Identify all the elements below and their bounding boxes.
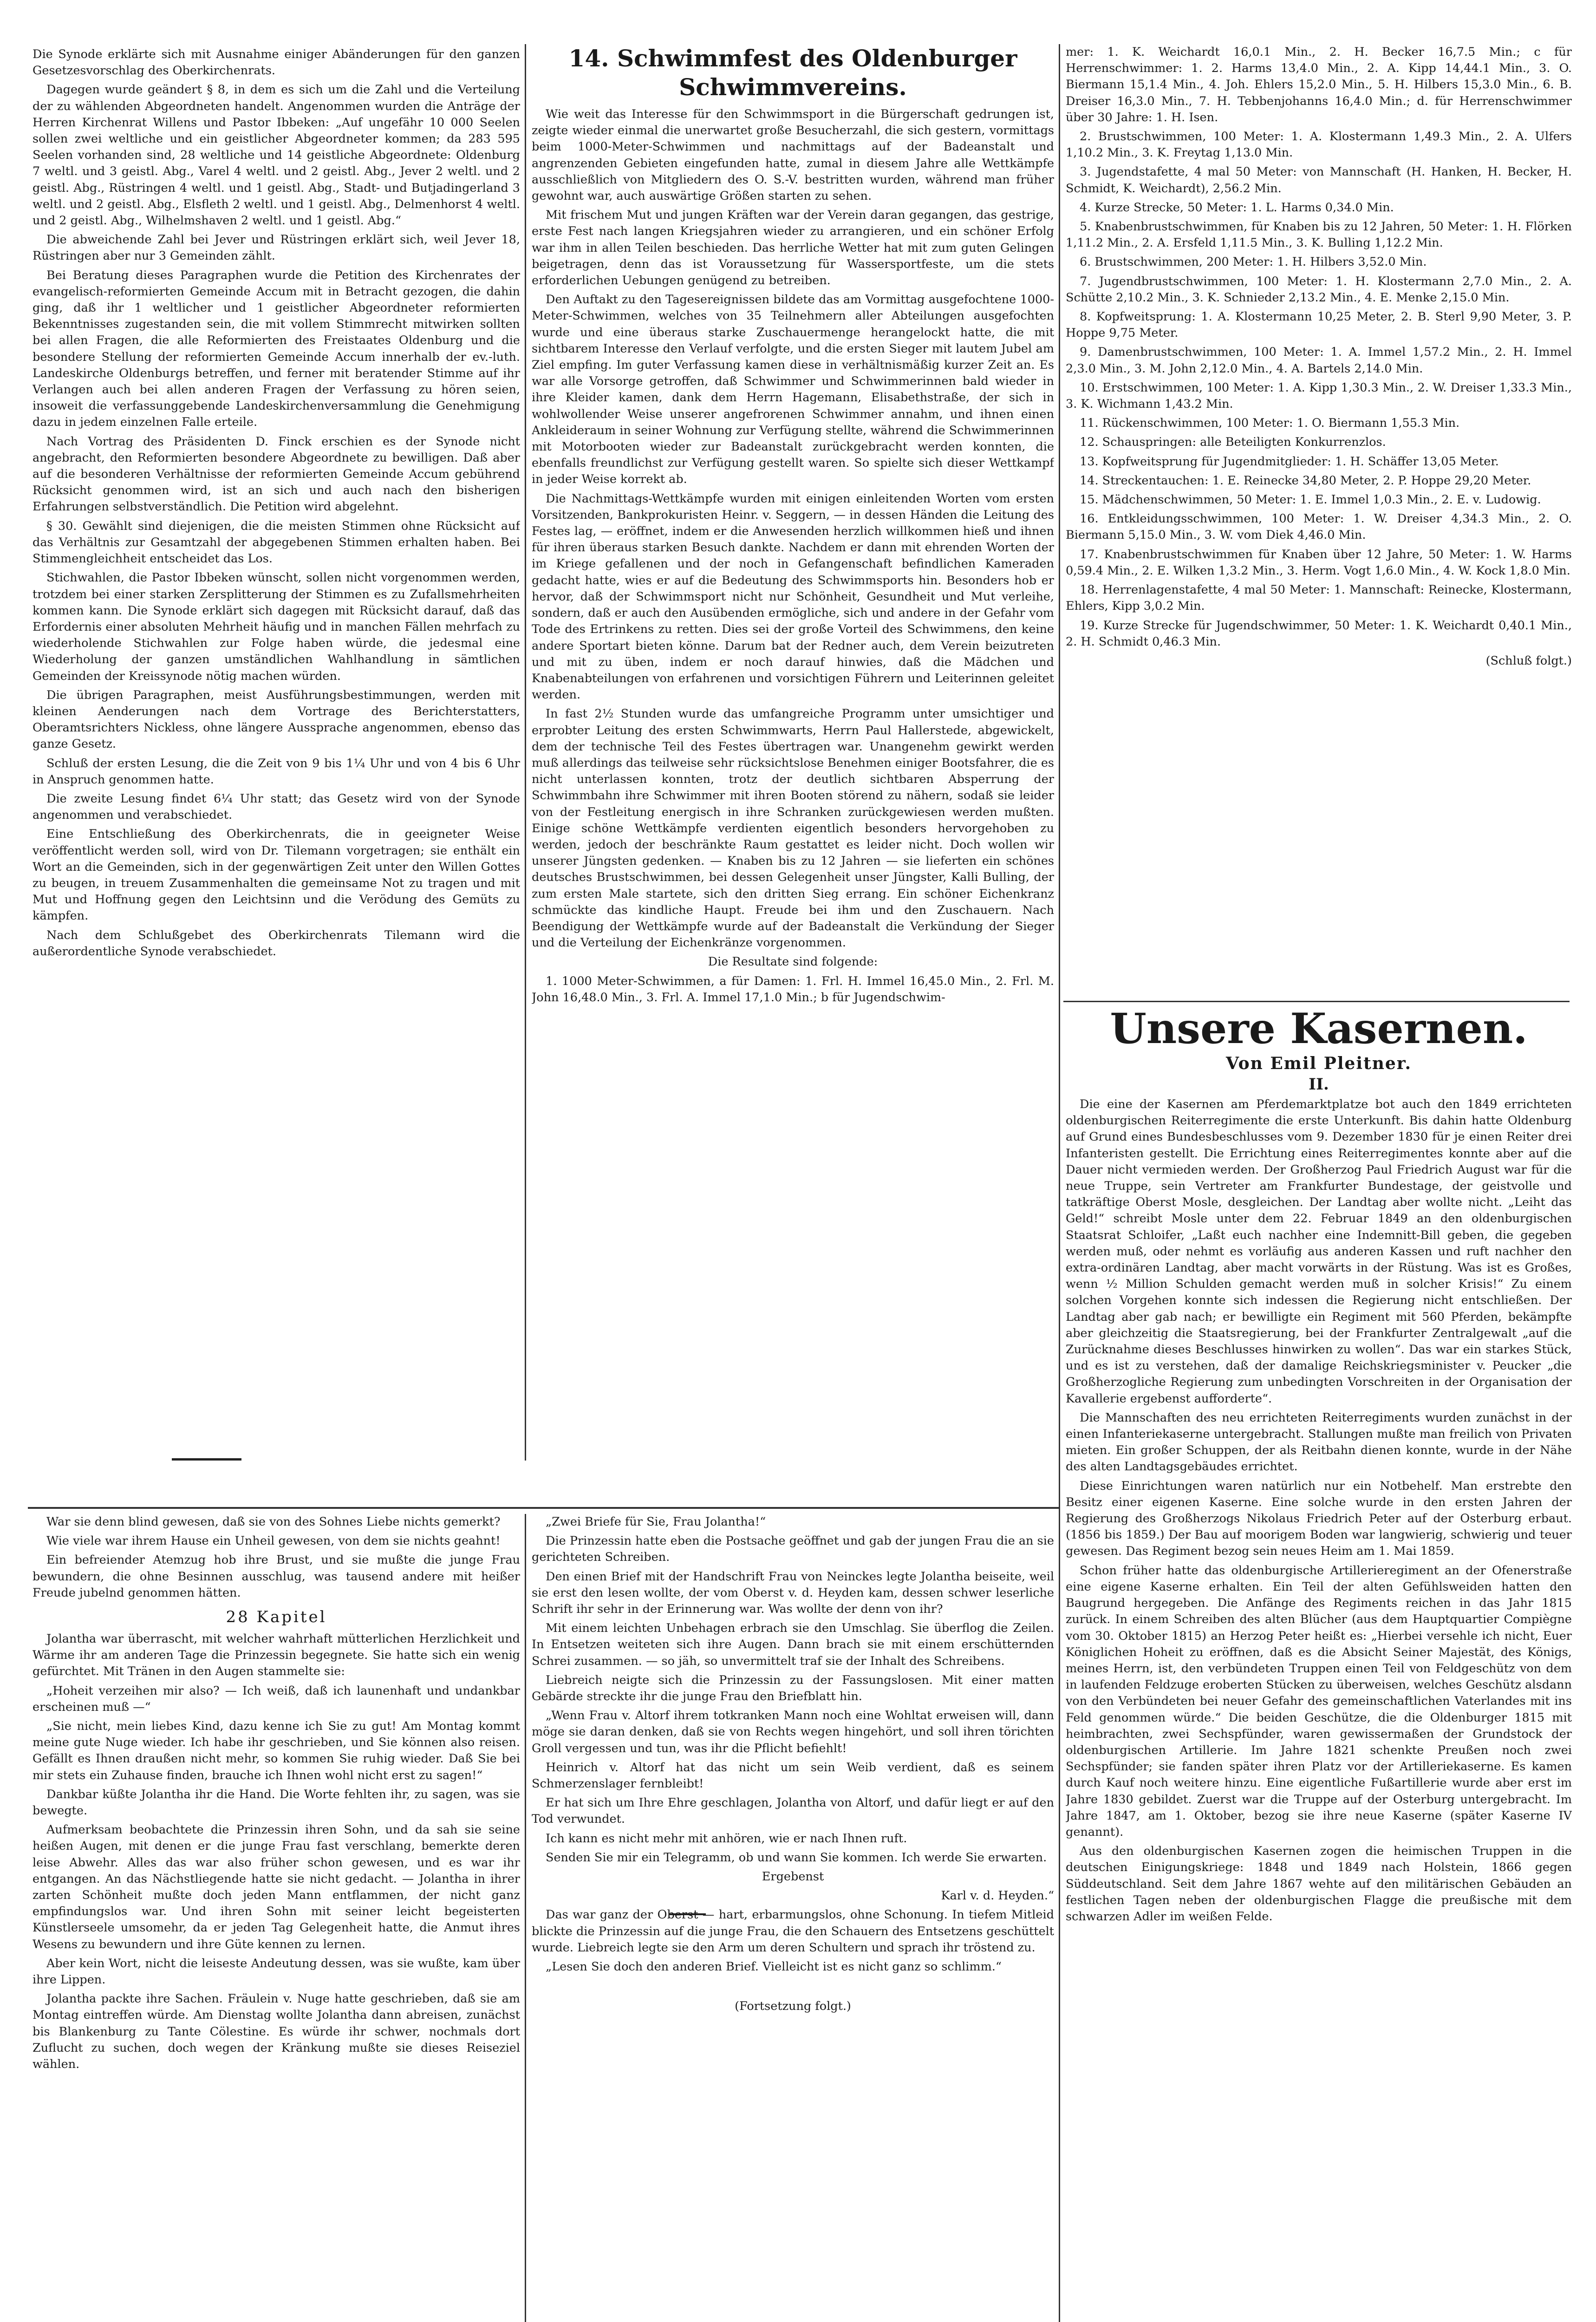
letter-paragraph: Er hat sich um Ihre Ehre geschlagen, Jolantha von Altorf, und dafür liegt er auf den Tod verwundet.: [532, 1796, 1054, 1826]
novel-paragraph: „Sie nicht, mein liebes Kind, dazu kenne ich Sie zu gut! Am Montag kommt meine gute Nuge wieder. Ich habe ihr geschrieben, und Sie können also reisen. Gefällt es Ihnen draußen nicht mehr, so kommen Sie ruhig wieder. Daß Sie bei mir stets ein Zuhause finden, brauche ich Ihnen wohl nicht erst zu sagen!“: [33, 1719, 520, 1782]
synode-paragraph: § 30. Gewählt sind diejenigen, die die meisten Stimmen ohne Rücksicht auf das Verhältnis zur Gesamtzahl der abgegebenen Stimmen erhalten haben. Bei Stimmengleichheit entscheidet das Los.: [33, 519, 520, 566]
result-item: 4. Kurze Strecke, 50 Meter: 1. L. Harms 0,34.0 Min.: [1080, 200, 1394, 215]
novel-paragraph: Ein befreiender Atemzug hob ihre Brust, und sie mußte die junge Frau bewundern, die ohne Besinnen ausschlug, was tausend andere mit heißer Freude jubelnd genommen hätten.: [33, 1553, 520, 1600]
novel-paragraph: Den einen Brief mit der Handschrift Frau von Neinckes legte Jolantha beiseite, weil sie erst den lesen wollte, der vom Oberst v. d. Heyden kam, dessen schwer leserliche Schrift ihr sehr in der Erinnerung war. Was wollte der denn von ihr?: [532, 1569, 1054, 1617]
novel-left-column: [33, 1514, 520, 2322]
feuilleton-rule: [28, 1507, 1060, 1509]
results-column: [1066, 44, 1572, 996]
result-item: 9. Damenbrustschwimmen, 100 Meter: 1. A. Immel 1,57.2 Min., 2. H. Immel 2,3.0 Min., 3. M. John 2,12.0 Min., 4. A. Bartels 2,14.0 Min.: [1066, 345, 1572, 376]
synode-paragraph: Die Synode erklärte sich mit Ausnahme einiger Abänderungen für den ganzen Gesetzesvorschlag des Oberkirchenrats.: [33, 47, 520, 78]
synode-paragraph: Die zweite Lesung findet 6¼ Uhr statt; das Gesetz wird von der Synode angenommen und verabschiedet.: [33, 791, 520, 822]
synode-paragraph: Schluß der ersten Lesung, die die Zeit von 9 bis 1¼ Uhr und von 4 bis 6 Uhr in Anspruch genommen hatte.: [33, 756, 520, 787]
synode-paragraph: Eine Entschließung des Oberkirchenrats, die in geeigneter Weise veröffentlicht werden soll, wird von Dr. Tilemann vorgetragen; sie enthält ein Wort an die Gemeinden, sich in der gegenwärtigen Zeit unter den Willen Gottes zu beugen, in treuem Zusammenhalten die gemeinsame Not zu tragen und mit Mut und Hoffnung gegen den Leichtsinn und die Verödung des Gemüts zu kämpfen.: [33, 827, 520, 923]
results-heading: Die Resultate sind folgende:: [708, 955, 878, 969]
kasernen-part: II.: [1309, 1075, 1329, 1094]
result-item: 8. Kopfweitsprung: 1. A. Klostermann 10,25 Meter, 2. B. Sterl 9,90 Meter, 3. P. Hoppe 9,75 Meter.: [1066, 310, 1572, 340]
result-item: 17. Knabenbrustschwimmen für Knaben über 12 Jahre, 50 Meter: 1. W. Harms 0,59.4 Min., 2. E. Wilken 1,3.2 Min., 3. Herm. Vogt 1,6.0 Min., 4. W. Kock 1,8.0 Min.: [1066, 547, 1572, 578]
column-rule-2: [1059, 44, 1060, 2322]
letter-paragraph: „Wenn Frau v. Altorf ihrem totkranken Mann noch eine Wohltat erweisen will, dann möge sie daran denken, daß sie von Rechts wegen hingehört, und soll ihren törichten Groll vergessen und tun, was ihr die Pflicht befiehlt!: [532, 1709, 1054, 1755]
synode-paragraph: Die abweichende Zahl bei Jever und Rüstringen erklärt sich, weil Jever 18, Rüstringen aber nur 3 Gemeinden zählt.: [33, 233, 520, 263]
synode-paragraph: Stichwahlen, die Pastor Ibbeken wünscht, sollen nicht vorgenommen werden, trotzdem bei einer starken Zersplitterung der Stimmen es zu Zufallsmehrheiten kommen kann. Die Synode erklärt sich dagegen mit Rücksicht darauf, daß das Erfordernis einer absoluten Mehrheit häufig und in manchen Fällen mehrfach zu wiederholende Stichwahlen zur Folge haben würde, die jedesmal eine Wiederholung der ganzen umständlichen Wahlhandlung in sämtlichen Gemeinden der Kreissynode nötig machen würden.: [33, 571, 520, 683]
result-item: 11. Rückenschwimmen, 100 Meter: 1. O. Biermann 1,55.3 Min.: [1080, 416, 1460, 430]
kasernen-paragraph: Schon früher hatte das oldenburgische Artillerieregiment an der Ofenerstraße eine eigene Kaserne erhalten. Ein Teil der alten Gefühlsweiden hatten den Baugrund hergegeben. Die Anfänge des Regiments reichen in das Jahr 1815 zurück. In einem Schreiben des alten Blücher (aus dem Hauptquartier Compiègne vom 30. Oktober 1815) an Herzog Peter heißt es: „Hierbei versehle ich nicht, Euer Königlichen Hoheit zu eröffnen, daß es die Absicht Seiner Majestät, des Königs, meines Herrn, ist, den verbündeten Truppen einen Teil von Feldgeschütz von dem in laufenden Feldzuge eroberten Stücken zu überweisen, welches Geschütz alsdann von den Verbündeten bei neuer Gefahr des gemeinschaftlichen Vaterlandes mit ins Feld genommen würde.“ Die beiden Geschütze, die die Oldenburger 1815 mit heimbrachten, zwei Sechspfünder, waren gewissermaßen der Grundstock der oldenburgischen Artillerie. Im Jahre 1821 schenkte Preußen noch zwei Sechspfünder; sie fanden später ihren Platz vor der Artilleriekaserne. Es kamen durch Kauf noch weitere hinzu. Eine eigentliche Fußartillerie wurde aber erst im Jahre 1830 gebildet. Zuerst war die Truppe auf der Osterburg untergebracht. Im Jahre 1847, am 1. Oktober, bezog sie ihre neue Kaserne (später Kaserne IV genannt).: [1066, 1563, 1572, 1839]
novel-paragraph: Jolantha packte ihre Sachen. Fräulein v. Nuge hatte geschrieben, daß sie am Montag eintreffen würde. Am Dienstag wollte Jolantha dann abreisen, zunächst bis Blankenburg zu Tante Cölestine. Es würde ihr schwer, nochmals dort Zuflucht zu suchen, doch wegen der Kränkung mußte sie dieses Reiseziel wählen.: [33, 1992, 520, 2072]
continuation-note: (Fortsetzung folgt.): [735, 1999, 851, 2014]
novel-paragraph: Dankbar küßte Jolantha ihr die Hand. Die Worte fehlten ihr, zu sagen, was sie bewegte.: [33, 1787, 520, 1818]
result-item: 19. Kurze Strecke für Jugendschwimmer, 50 Meter: 1. K. Weichardt 0,40.1 Min., 2. H. Schmidt 0,46.3 Min.: [1066, 618, 1572, 649]
novel-paragraph: Wie viele war ihrem Hause ein Unheil gewesen, von dem sie nichts geahnt!: [46, 1534, 501, 1548]
result-item: 14. Streckentauchen: 1. E. Reinecke 34,80 Meter, 2. P. Hoppe 29,20 Meter.: [1080, 473, 1531, 488]
schwimmfest-paragraph: Den Auftakt zu den Tagesereignissen bildete das am Vormittag ausgefochtene 1000-Meter-Schwimmen, welches von 35 Teilnehmern aller Abteilungen ausgefochten wurde und eine überaus starke Zuschauermenge herangelockt hatte, die mit sichtbarem Interesse den Verlauf verfolgte, und die ersten Sieger mit lautem Jubel am Ziel empfing. Im guter Verfassung kamen diese in verhältnismäßig kurzer Zeit an. Es war alle Vorsorge getroffen, daß Schwimmer und Schwimmerinnen bald wieder in ihre Kleider kamen, dank dem Herrn Hagemann, Elisabethstraße, der sich in wohlwollender Weise unserer angefrorenen Schwimmer annahm, und ihnen einen Ankleideraum in seiner Wohnung zur Verfügung stellte, während die Schwimmerinnen mit Motorbooten wieder zur Badeanstalt zurückgebracht werden konnten, die ebenfalls freundlichst zur Verfügung gestellt waren. So spielte sich dieser Wettkampf in jeder Weise korrekt ab.: [532, 293, 1054, 487]
kasernen-paragraph: Diese Einrichtungen waren natürlich nur ein Notbehelf. Man erstrebte den Besitz einer eigenen Kaserne. Eine solche wurde in den ersten Jahren der Regierung des Großherzogs Nikolaus Friedrich Peter auf der Osterburg erbaut. (1856 bis 1859.) Der Bau auf moorigem Boden war langwierig, schwierig und teuer gewesen. Das Regiment bezog sein neues Heim am 1. Mai 1859.: [1066, 1479, 1572, 1559]
result-item: 15. Mädchenschwimmen, 50 Meter: 1. E. Immel 1,0.3 Min., 2. E. v. Ludowig.: [1080, 493, 1541, 507]
schwimmfest-title: 14. Schwimmfest des Oldenburger Schwimmvereins.: [568, 45, 1017, 101]
result-item: 10. Erstschwimmen, 100 Meter: 1. A. Kipp 1,30.3 Min., 2. W. Dreiser 1,33.3 Min., 3. K. Wichmann 1,43.2 Min.: [1066, 380, 1572, 411]
novel-paragraph: Jolantha war überrascht, mit welcher wahrhaft mütterlichen Herzlichkeit und Wärme ihr am anderen Tage die Prinzessin begegnete. Sie hatte sich ein wenig gefürchtet. Mit Tränen in den Augen stammelte sie:: [33, 1632, 520, 1679]
kasernen-paragraph: Die eine der Kasernen am Pferdemarktplatze bot auch den 1849 errichteten oldenburgischen Reiterregimente die erste Unterkunft. Bis dahin hatte Oldenburg auf Grund eines Bundesbeschlusses vom 9. Dezember 1830 für je einen Reiter drei Infanteristen gestellt. Die Errichtung eines Reiterregimentes konnte aber auf die Dauer nicht vermieden werden. Der Großherzog Paul Friedrich August war für die neue Truppe, sein Vertreter am Frankfurter Bundestage, der geistvolle und tatkräftige Oberst Mosle, desgleichen. Der Landtag aber wollte nicht. „Leiht das Geld!“ schreibt Mosle unter dem 22. Februar 1849 an den oldenburgischen Staatsrat Schloifer, „Laßt euch nachher eine Indemnitt-Bill geben, die gegeben werden muß, oder nehmt es vorläufig aus anderen Kassen und ruft nachher den extra-ordinären Landtag, aber macht vorwärts in der Rüstung. Was ist es Großes, wenn ½ Million Schulden gemacht werden muß in solcher Krisis!“ Zu einem solchen Vorgehen konnte sich indessen die Regierung nicht entschließen. Der Landtag aber gab nach; er bewilligte ein Regiment mit 560 Pferden, bekämpfte aber gleichzeitig die Staatsregierung, bei der Frankfurter Zentralgewalt „auf die Zurücknahme dieses Beschlusses hinwirken zu wollen“. Das war ein starkes Stück, und es ist zu verstehen, daß der damalige Reichskriegsminister v. Peucker „die Großherzogliche Regierung zum unbedingten Vorschreiten in der Organisation der Kavallerie ergebenst aufforderte“.: [1066, 1097, 1572, 1406]
result-item: 6. Brustschwimmen, 200 Meter: 1. H. Hilbers 3,52.0 Min.: [1080, 255, 1427, 269]
novel-paragraph: Aufmerksam beobachtete die Prinzessin ihren Sohn, und da sah sie seine heißen Augen, mit denen er die junge Frau fast verschlang, bemerkte deren leise Abwehr. Alles das war also früher schon gewesen, und es war ihr entgangen. An das Nächstliegende hatte sie nicht gedacht. — Jolantha in ihrer zarten Schönheit mußte doch jeden Mann entflammen, der nicht ganz empfindungslos war. Und ihren Sohn mit seiner leicht begeisterten Künstlerseele umsomehr, da er jeden Tag Gelegenheit hatte, die Anmut ihres Wesens zu bewundern und ihre Güte kennen zu lernen.: [33, 1823, 520, 1951]
novel-paragraph: „Lesen Sie doch den anderen Brief. Vielleicht ist es nicht ganz so schlimm.“: [546, 1960, 1002, 1974]
novel-paragraph: War sie denn blind gewesen, daß sie von des Sohnes Liebe nichts gemerkt?: [46, 1515, 501, 1529]
letter-signature: Karl v. d. Heyden.“: [941, 1889, 1054, 1903]
novel-paragraph: Mit einem leichten Unbehagen erbrach sie den Umschlag. Sie überflog die Zeilen. In Entsetzen weiteten sich ihre Augen. Dann brach sie mit einem erschütternden Schrei zusammen. — so jäh, so unvermittelt traf sie der Inhalt des Schreibens.: [532, 1621, 1054, 1668]
column-rule-3: [525, 1514, 526, 2322]
result-item: 3. Jugendstafette, 4 mal 50 Meter: von Mannschaft (H. Hanken, H. Becker, H. Schmidt, K. Weichardt), 2,56.2 Min.: [1066, 165, 1572, 196]
result-item: 7. Jugendbrustschwimmen, 100 Meter: 1. H. Klostermann 2,7.0 Min., 2. A. Schütte 2,10.2 Min., 3. K. Schnieder 2,13.2 Min., 4. E. Menke 2,15.0 Min.: [1066, 274, 1572, 305]
result-item: 18. Herrenlagenstafette, 4 mal 50 Meter: 1. Mannschaft: Reinecke, Klostermann, Ehlers, Kipp 3,0.2 Min.: [1066, 583, 1572, 613]
letter-paragraph: Ich kann es nicht mehr mit anhören, wie er nach Ihnen ruft.: [546, 1831, 907, 1846]
result-item: 12. Schauspringen: alle Beteiligten Konkurrenzlos.: [1080, 435, 1386, 450]
result-item: 13. Kopfweitsprung für Jugendmitglieder: 1. H. Schäffer 13,05 Meter.: [1080, 454, 1499, 469]
schwimmfest-paragraph: Die Nachmittags-Wettkämpfe wurden mit einigen einleitenden Worten vom ersten Vorsitzenden, Bankprokuristen Heinr. v. Seggern, — in dessen Händen die Leitung des Festes lag, — eröffnet, indem er die Anwesenden herzlich willkommen hieß und ihnen für ihren überaus starken Besuch dankte. Nachdem er dann mit ehrenden Worten der im Kriege gefallenen und der noch in Gefangenschaft befindlichen Kameraden gedacht hatte, wies er auf die Bedeutung des Schwimmsports hin. Besonders hob er hervor, daß der Schwimmsport nicht nur Schönheit, Gesundheit und Mut verleihe, sondern, daß er auch den Ausübenden ermögliche, sich und andere in der Gefahr vom Tode des Ertrinkens zu retten. Dies sei der große Vorteil des Schwimmens, den keine andere Sportart bieten könne. Darum bat der Redner auch, dem Verein beizutreten und mit zu üben, indem er noch darauf hinwies, daß die Mädchen und Knabenabteilungen von erfahrenen und vorsichtigen Führern und Leiterinnen geleitet werden.: [532, 491, 1054, 702]
synode-paragraph: Bei Beratung dieses Paragraphen wurde die Petition des Kirchenrates der evangelisch-reformierten Gemeinde Accum mit in Betracht gezogen, die dahin ging, daß ihr 1 weltlicher und 1 geistlicher Abgeordneter reformierten Bekenntnisses zugestanden sein, die mit vollem Stimmrecht mitwirken sollten bei allen Fragen, die alle Reformierten des Freistaates Oldenburg und die besondere Stellung der reformierten Gemeinde Accum innerhalb der ev.-luth. Landeskirche Oldenburgs betreffen, und ferner mit beratender Stimme auf ihr Verlangen auch bei allen anderen Fragen der Verfassung zu hören seien, insoweit die verfassunggebende Landeskirchenversammlung die Genehmigung dazu in jedem einzelnen Falle erteile.: [33, 268, 520, 430]
result-item: 2. Brustschwimmen, 100 Meter: 1. A. Klostermann 1,49.3 Min., 2. A. Ulfers 1,10.2 Min., 3. K. Freytag 1,13.0 Min.: [1066, 130, 1572, 160]
column-rule-1: [525, 44, 526, 1461]
novel-paragraph: „Hoheit verzeihen mir also? — Ich weiß, daß ich launenhaft und undankbar erscheinen muß —“: [33, 1683, 520, 1714]
kasernen-paragraph: Die Mannschaften des neu errichteten Reiterregiments wurden zunächst in der einen Infanteriekaserne untergebracht. Stallungen mußte man freilich von Privaten mieten. Ein großer Schuppen, der als Reitbahn dienen konnte, wurde in der Nähe des alten Landtagsgebäudes errichtet.: [1066, 1410, 1572, 1474]
schwimmfest-column: [532, 44, 1054, 1502]
kasernen-title: Unsere Kasernen.: [1110, 1005, 1528, 1053]
kasernen-rule: [1063, 1001, 1570, 1002]
chapter-heading: 28 Kapitel: [226, 1608, 327, 1627]
synode-column: [33, 46, 520, 1463]
novel-paragraph: Aber kein Wort, nicht die leiseste Andeutung dessen, was sie wußte, kam über ihre Lippen.: [33, 1956, 520, 1987]
novel-paragraph: Liebreich neigte sich die Prinzessin zu der Fassungslosen. Mit einer matten Gebärde streckte ihr die junge Frau den Briefblatt hin.: [532, 1673, 1054, 1704]
schwimmfest-paragraph: 1. 1000 Meter-Schwimmen, a für Damen: 1. Frl. H. Immel 16,45.0 Min., 2. Frl. M. John 16,48.0 Min., 3. Frl. A. Immel 17,1.0 Min.; b für Jugendschwim-: [532, 974, 1054, 1004]
synode-paragraph: Nach dem Schlußgebet des Oberkirchenrats Tilemann wird die außerordentliche Synode verabschiedet.: [33, 928, 520, 959]
schwimmfest-paragraph: Wie weit das Interesse für den Schwimmsport in die Bürgerschaft gedrungen ist, zeigte wieder einmal die unerwartet große Besucherzahl, die sich gestern, vormittags beim 1000-Meter-Schwimmen und nachmittags auf der Badeanstalt und angrenzenden Gebieten eingefunden hatte, zumal in diesem Jahre alle Wettkämpfe ausschließlich von Mitgliedern des O. S.-V. bestritten wurden, während man früher gewohnt war, auch auswärtige Größen starten zu sehen.: [532, 107, 1054, 203]
novel-middle-column: [532, 1514, 1054, 2322]
kasernen-article: [1066, 1005, 1572, 2322]
letter-paragraph: Heinrich v. Altorf hat das nicht um sein Weib verdient, daß es seinem Schmerzenslager fernbleibt!: [532, 1760, 1054, 1791]
letter-closing: Ergebenst: [762, 1870, 824, 1884]
synode-paragraph: Dagegen wurde geändert § 8, in dem es sich um die Zahl und die Verteilung der zu wählenden Abgeordneten handelt. Angenommen wurden die Anträge der Herren Kirchenrat Willens und Pastor Ibbeken: „Auf ungefähr 10 000 Seelen sollen zwei weltliche und ein geistlicher Abgeordneter kommen; da 283 595 Seelen vorhanden sind, 28 weltliche und 14 geistliche Abgeordnete: Oldenburg 7 weltl. und 3 geistl. Abg., Varel 4 weltl. und 2 geistl. Abg., Jever 2 weltl. und 2 geistl. Abg., Rüstringen 4 weltl. und 1 geistl. Abg., Stadt- und Butjadingerland 3 weltl. und 2 geistl. Abg., Elsfleth 2 weltl. und 1 geistl. Abg., Delmenhorst 4 weltl. und 2 geistl. Abg., Wilhelmshaven 2 weltl. und 1 geistl. Abg.“: [33, 83, 520, 228]
synode-paragraph: Die übrigen Paragraphen, meist Ausführungsbestimmungen, werden mit kleinen Aenderungen nach dem Vortrage des Berichterstatters, Oberamtsrichters Nickless, ohne längere Aussprache angenommen, ebenso das ganze Gesetz.: [33, 688, 520, 751]
result-item: 16. Entkleidungsschwimmen, 100 Meter: 1. W. Dreiser 4,34.3 Min., 2. O. Biermann 5,15.0 Min., 3. W. vom Diek 4,46.0 Min.: [1066, 512, 1572, 542]
synode-paragraph: Nach Vortrag des Präsidenten D. Finck erschien es der Synode nicht angebracht, den Reformierten besondere Abgeordnete zu bewilligen. Daß aber auf die besonderen Verhältnisse der reformierten Gemeinde Accum gebührend Rücksicht genommen wird, ist an sich und auch nach den bisherigen Erfahrungen selbstverständlich. Die Petition wird abgelehnt.: [33, 434, 520, 514]
kasernen-byline: Von Emil Pleitner.: [1226, 1054, 1412, 1073]
result-item: mer: 1. K. Weichardt 16,0.1 Min., 2. H. Becker 16,7.5 Min.; c für Herrenschwimmer: 1. 2. Harms 13,4.0 Min., 2. A. Kipp 14,44.1 Min., 3. O. Biermann 15,1.4 Min., 4. Joh. Ehlers 15,2.0 Min., 5. H. Hilbers 15,3.0 Min., 6. B. Dreiser 16,3.0 Min., 7. H. Tebbenjohanns 16,4.0 Min.; d. für Herrenschwimmer über 30 Jahre: 1. H. Isen.: [1066, 45, 1572, 124]
letter-paragraph: Senden Sie mir ein Telegramm, ob und wann Sie kommen. Ich werde Sie erwarten.: [546, 1850, 1047, 1865]
kasernen-paragraph: Aus den oldenburgischen Kasernen zogen die heimischen Truppen in die deutschen Einigungskriege: 1848 und 1849 nach Holstein, 1866 gegen Süddeutschland. Seit dem Jahre 1867 wehte auf den militärischen Gebäuden an festlichen Tagen neben der oldenburgischen Flagge die preußische mit dem schwarzen Adler im weißen Felde.: [1066, 1844, 1572, 1924]
novel-paragraph: Die Prinzessin hatte eben die Postsache geöffnet und gab der jungen Frau die an sie gerichteten Schreiben.: [532, 1534, 1054, 1565]
schwimmfest-paragraph: Mit frischem Mut und jungen Kräften war der Verein daran gegangen, das gestrige, erste Fest nach langen Kriegsjahren wieder zu arrangieren, und ein schöner Erfolg war ihm in allen Teilen beschieden. Das herrliche Wetter hat mit zum guten Gelingen beigetragen, denn das ist Voraussetzung für Wassersportfeste, um die stets erforderlichen Uebungen genügend zu betreiben.: [532, 208, 1054, 288]
schwimmfest-paragraph: In fast 2½ Stunden wurde das umfangreiche Programm unter umsichtiger und erprobter Leitung des ersten Schwimmwarts, Herrn Paul Hallerstede, abgewickelt, dem der technische Teil des Festes übertragen war. Unangenehm gewirkt werden muß allerdings das teilweise sehr rücksichtslose Benehmen einiger Bootsfahrer, die es nicht unterlassen konnten, trotz der deutlich sichtbaren Absperrung der Schwimmbahn ihre Schwimmer mit ihren Booten störend zu nähern, sodaß sie leider von der Festleitung energisch in ihre Schranken zurückgewiesen werden mußten. Einige schöne Wettkämpfe verdienten eigentlich besonders hervorgehoben zu werden, jedoch der beschränkte Raum gestattet es leider nicht. Doch wollen wir unserer Jüngsten gedenken. — Knaben bis zu 12 Jahren — sie lieferten ein schönes deutsches Brustschwimmen, bei dessen Gelegenheit unser Jüngster, Kalli Bulling, der zum ersten Male startete, sich den dritten Sieg errang. Ein schöner Eichenkranz schmückte das kindliche Haupt. Freude bei ihm und den Zuschauern. Nach Beendigung der Wettkämpfe wurde auf der Badeanstalt die Verkündung der Sieger und die Verteilung der Eichenkränze vorgenommen.: [532, 707, 1054, 950]
result-item: 5. Knabenbrustschwimmen, für Knaben bis zu 12 Jahren, 50 Meter: 1. H. Flörken 1,11.2 Min., 2. A. Ersfeld 1,11.5 Min., 3. K. Bulling 1,12.2 Min.: [1066, 220, 1572, 250]
novel-paragraph: Das war ganz der Oberst — hart, erbarmungslos, ohne Schonung. In tiefem Mitleid blickte die Prinzessin auf die junge Frau, die den Schauern des Entsetzens geschüttelt wurde. Liebreich legte sie den Arm um deren Schultern und sprach ihr tröstend zu.: [532, 1908, 1054, 1955]
continuation-note: (Schluß folgt.): [1485, 653, 1572, 668]
novel-paragraph: „Zwei Briefe für Sie, Frau Jolantha!“: [546, 1515, 766, 1529]
